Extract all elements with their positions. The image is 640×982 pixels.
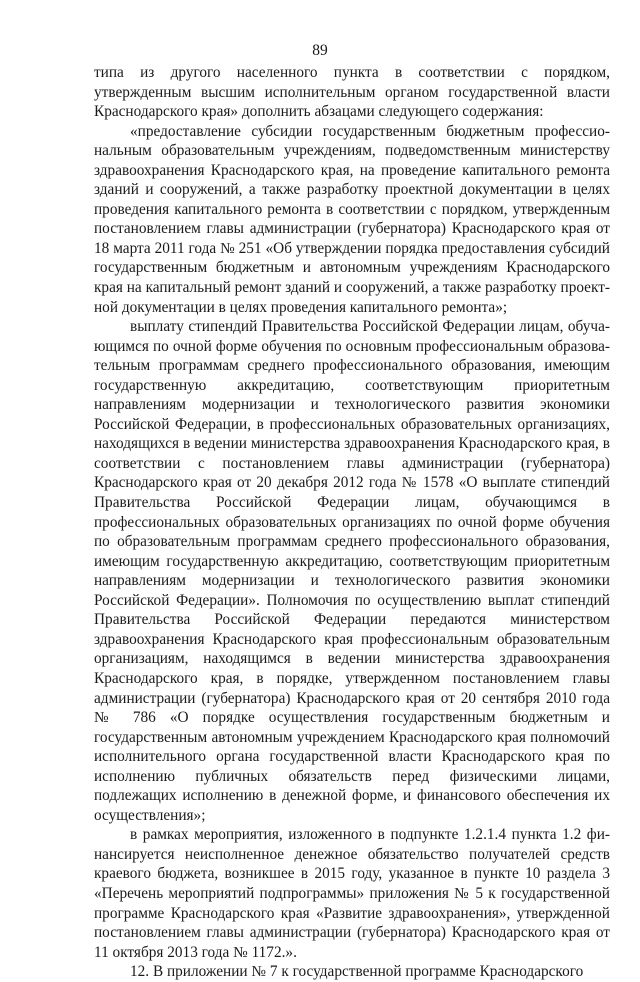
document-body bbox=[94, 63, 610, 982]
paragraph-stipends: выплату стипендий Правительства Российской Федерации лицам, обучающимся по очной форме обучения по основным профессиональным образовательным программам среднего профессионального образования, имеющим государственную аккредитацию, соответствующим приоритетным направлениям модернизации и технологического развития экономики Российской Федерации, в профессиональных образовательных организациях, находящихся в ведении министерства здравоохранения Краснодарского края, в соответствии с постановлением главы администрации (губернатора) Краснодарского края от 20 декабря 2012 года № 1578 «О выплате стипендий Правительства Российской Федерации лицам, обучающимся в профессиональных образовательных организациях по очной форме обучения по образовательным программам среднего профессионального образования, имеющим государственную аккредитацию, соответствующим приоритетным направлениям модернизации и технологического развития экономики Российской Федерации». Полномочия по осуществлению выплат стипендий Правительства Российской Федерации передаются министерством здравоохранения Краснодарского края профессиональным образовательным организациям, находящимся в ведении министерства здравоохранения Краснодарского края, в порядке, утвержденном постановлением главы администрации (губернатора) Краснодарского края от 20 сентября 2010 года № 786 «О порядке осуществления государственным бюджетным и государственным автономным учреждением Краснодарского края полномочий исполнительного органа государственной власти Краснодарского края по исполнению публичных обязательств перед физическими лицами, подлежащих исполнению в денежной форме, и финансового обеспечения их осуществления»; bbox=[94, 318, 610, 824]
paragraph-item-12: 12. В приложении № 7 к государственной программе Краснодарского bbox=[130, 963, 584, 981]
paragraph-subsidy-repair: «предоставление субсидии государственным бюджетным профессиональным образовательным учреждениям, подведомственным министерству здравоохранения Краснодарского края, на проведение капитального ремонта зданий и сооружений, а также разработку проектной документации в целях проведения капитального ремонта в соответствии с порядком, утвержденным постановлением главы администрации (губернатора) Краснодарского края от 18 марта 2011 года № 251 «Об утверждении порядка предоставления субсидий государственным бюджетным и автономным учреждениям Краснодарского края на капитальный ремонт зданий и сооружений, а также разработку проектной документации в целях проведения капитального ремонта»; bbox=[94, 122, 610, 316]
page-number: 89 bbox=[312, 42, 328, 59]
paragraph-unfulfilled-obligation: в рамках мероприятия, изложенного в подпункте 1.2.1.4 пункта 1.2 финансируется неисполненное денежное обязательство получателей средств краевого бюджета, возникшее в 2015 году, указанное в пункте 10 раздела 3 «Перечень мероприятий подпрограммы» приложения № 5 к государственной программе Краснодарского края «Развитие здравоохранения», утвержденной постановлением главы администрации (губернатора) Краснодарского края от 11 октября 2013 года № 1172.». bbox=[94, 826, 610, 961]
paragraph-continuation: типа из другого населенного пункта в соответствии с порядком, утвержденным высшим исполнительным органом государственной власти Краснодарского края» дополнить абзацами следующего содержания: bbox=[94, 64, 610, 121]
